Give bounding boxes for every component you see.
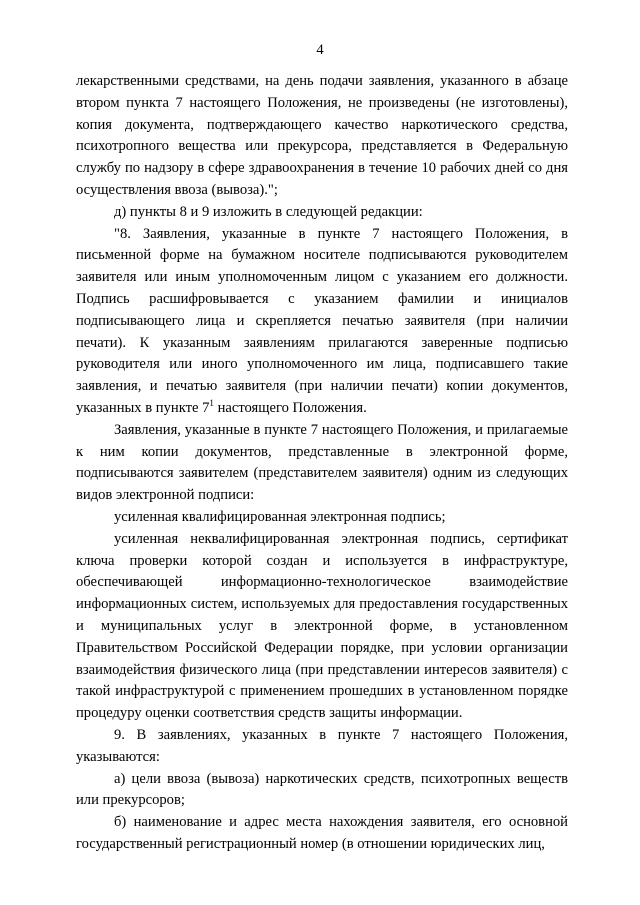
paragraph-clause-8	[76, 224, 568, 420]
clause-8-superscript: 1	[209, 397, 214, 408]
paragraph-item-b: б) наименование и адрес места нахождения заявителя, его основной государственный регистрационный номер (в отношении юридических лиц,	[76, 814, 568, 852]
paragraph-item-a: а) цели ввоза (вывоза) наркотических средств, психотропных веществ или прекурсоров;	[76, 770, 568, 809]
paragraph-unqualified-signature: усиленная неквалифицированная электронная подпись, сертификат ключа проверки которой создан и используется в инфраструктуре, обеспечивающей информационно-технологическое взаимодействие информационных систем, используемых для предоставления государственных и муниципальных услуг в электронной форме, в установленном Правительством Российской Федерации порядке, при условии организации взаимодействия физического лица (при представлении интересов заявителя) с такой инфраструктурой с применением прошедших в установленном порядке процедуру оценки соответствия средств защиты информации.	[76, 530, 568, 722]
page-number: 4	[316, 42, 324, 58]
paragraph-clause-9: 9. В заявлениях, указанных в пункте 7 настоящего Положения, указываются:	[76, 726, 568, 765]
clause-8-text: "8. Заявления, указанные в пункте 7 настоящего Положения, в письменной форме на бумажном носителе подписываются руководителем заявителя или иным уполномоченным лицом с указанием его должности. Подпись расшифровывается с указанием фамилии и инициалов подписывающего лица и скрепляется печатью заявителя (при наличии печати). К указанным заявлениям прилагаются заверенные подписью руководителя или иного уполномоченного им лица, подписавшего такие заявления, и печатью заявителя (при наличии печати) копии документов, указанных в пункте 7	[76, 225, 568, 416]
paragraph-continuation: лекарственными средствами, на день подачи заявления, указанного в абзаце втором пункта 7 настоящего Положения, не произведены (не изготовлены), копия документа, подтверждающего качество наркотического средства, психотропного вещества или прекурсора, представляется в Федеральную службу по надзору в сфере здравоохранения в течение 10 рабочих дней со дня осуществления ввоза (вывоза).";	[76, 73, 568, 198]
paragraph-electronic-form: Заявления, указанные в пункте 7 настоящего Положения, и прилагаемые к ним копии документов, представленные в электронной форме, подписываются заявителем (представителем заявителя) одним из следующих видов электронной подписи:	[76, 421, 568, 504]
paragraph-qualified-signature: усиленная квалифицированная электронная подпись;	[114, 508, 446, 525]
paragraph-amendment-d: д) пункты 8 и 9 изложить в следующей редакции:	[114, 203, 423, 220]
clause-8-text-end: настоящего Положения.	[213, 399, 367, 416]
document-body	[76, 71, 568, 856]
